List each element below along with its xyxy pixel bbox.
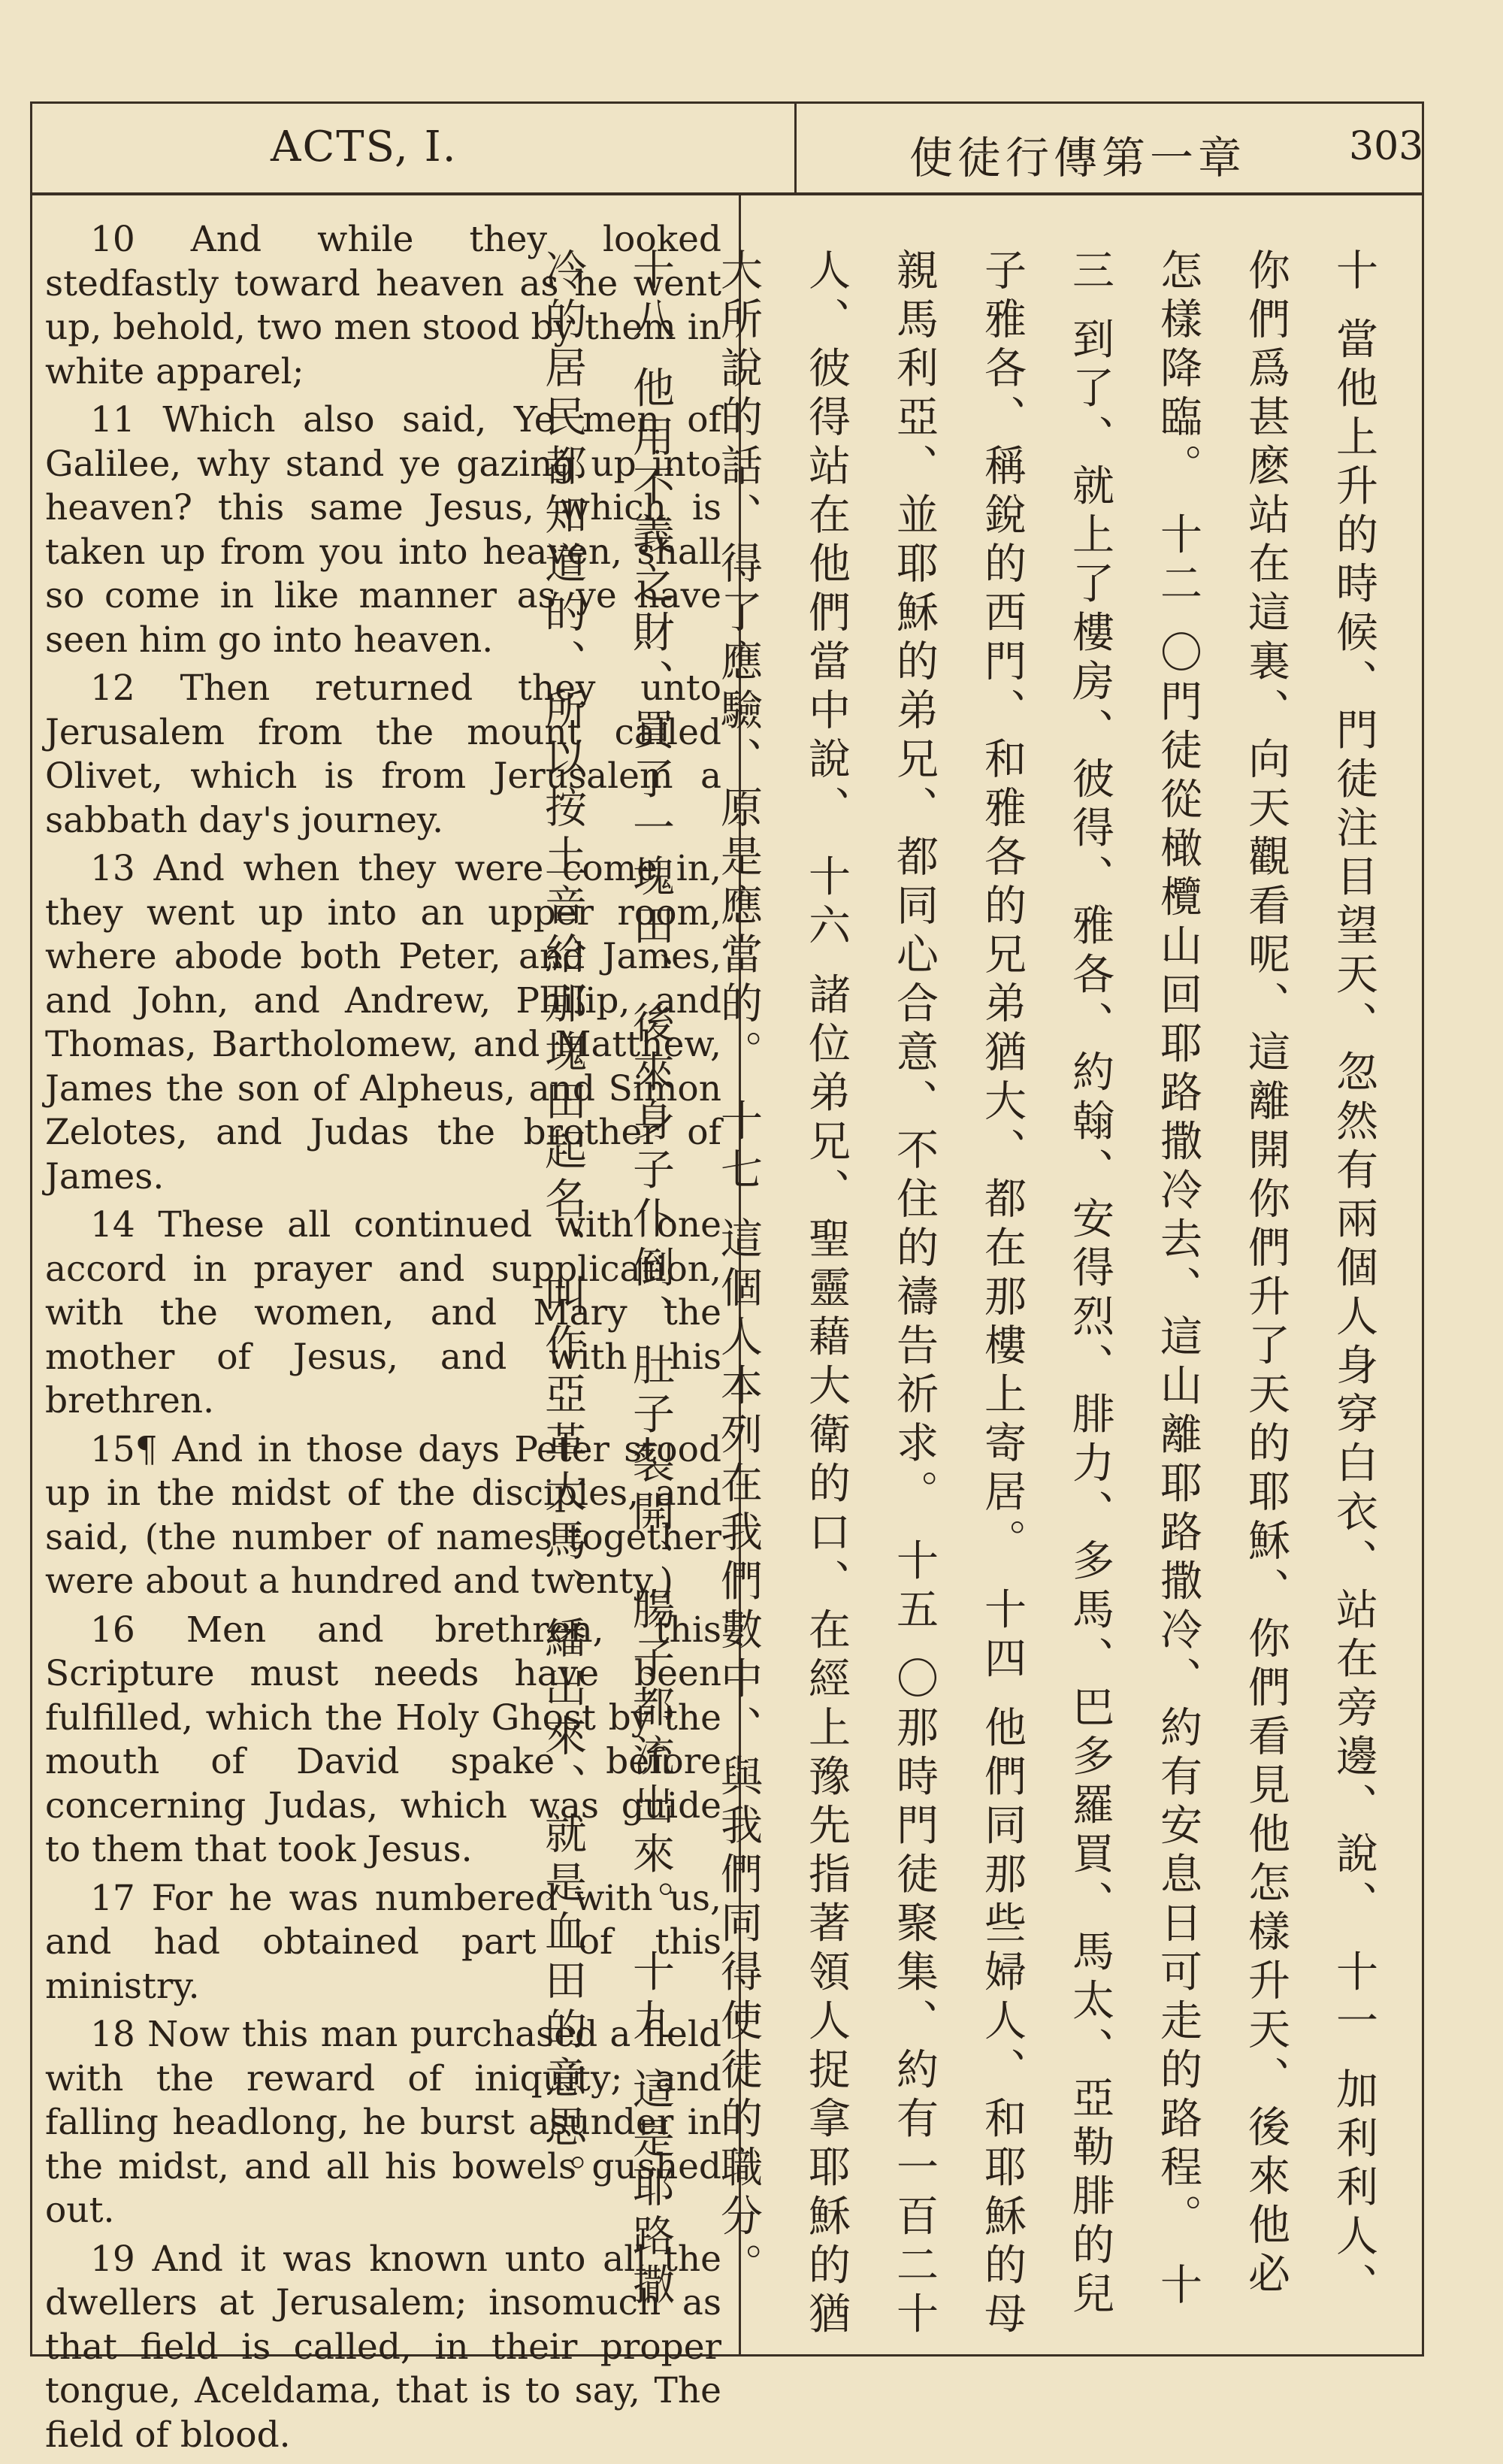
english-verse-13: 13 And when they were come in, they went up into an upper room, where abode both Peter, and James, and John, and Andrew, Philip, and Thomas, Bartholomew, and Matthew, James the son of Alpheus, and Simon Zelotes, and Judas the brother of James.	[45, 848, 721, 1197]
chinese-verse-11: 十一 加利利人、你們爲甚麽站在這裏、向天觀看呢、這離開你們升了天的耶穌、你們看見他怎樣升天、後來他必怎樣降臨。	[1154, 248, 1378, 2312]
chinese-verse-15: 十五 〇那時門徒聚集、約有一百二十人、彼得站在他們當中說、	[802, 248, 939, 2341]
chinese-column	[538, 248, 1398, 2345]
english-verse-19: 19 And it was known unto all the dwellers at Jerusalem; insomuch as that field is called, in their proper tongue, Aceldama, that is to say, The field of blood.	[45, 2238, 721, 2456]
chinese-running-title: 使徒行傳第一章	[909, 132, 1247, 183]
chinese-verse-17: 十七 這個人本列在我們數中、與我們同得使徒的職分。	[714, 1098, 763, 2292]
english-verse-14: 14 These all continued with one accord in prayer and supplication, with the women, and Mary the mother of Jesus, and with his brethren.	[45, 1204, 721, 1421]
chinese-verse-19: 十九 這是耶路撒冷的居民都知道的、所以按土音給那塊田起名、叫作亞革大馬、繙出來、就是血田的意思。	[538, 248, 675, 2312]
english-running-title: ACTS, I.	[271, 123, 458, 171]
chinese-verse-18: 十八 他用不義之財、買了一塊田、後來身子仆倒、肚子裂開、腸子都流出來。	[626, 248, 675, 1930]
chinese-verse-14: 十四 他們同那些婦人、和耶穌的母親馬利亞、並耶穌的弟兄、都同心合意、不住的禱告祈求。	[890, 248, 1027, 2341]
english-verse-16: 16 Men and brethren, this Scripture must needs have been fulfilled, which the Holy Ghost by the mouth of David spake before concerning Judas, which was guide to them that took Jesus.	[45, 1609, 721, 1870]
page-number: 303	[1349, 124, 1424, 169]
chinese-verse-10: 十 當他上升的時候、門徒注目望天、忽然有兩個人身穿白衣、站在旁邊、說、	[1329, 248, 1378, 1930]
chinese-verse-13: 十三 到了、就上了樓房、彼得、雅各、約翰、安得烈、腓力、多馬、巴多羅買、馬太、亞勒腓的兒子雅各、稱銳的西門、和雅各的兄弟猶大、都在那樓上寄居。	[978, 248, 1202, 2320]
chinese-verse-12: 十二 〇門徒從橄欖山回耶路撒冷去、這山離耶路撒冷、約有安息日可走的路程。	[1154, 512, 1202, 2243]
english-verse-18: 18 Now this man purchased a field with the reward of iniquity; and falling headlong, he burst asunder in the midst, and all his bowels gushed out.	[45, 2014, 721, 2231]
chinese-verse-16: 十六 諸位弟兄、聖靈藉大衛的口、在經上豫先指著領人捉拿耶穌的猶大所說的話、得了應驗、原是應當的。	[714, 248, 851, 2341]
english-verse-10: 10 And while they looked stedfastly toward heaven as he went up, behold, two men stood by them in white apparel;	[45, 219, 721, 392]
header-divider	[794, 101, 797, 192]
english-verse-12: 12 Then returned they unto Jerusalem from the mount called Olivet, which is from Jerusalem a sabbath day's journey.	[45, 667, 721, 841]
english-verse-15: 15¶ And in those days Peter stood up in the midst of the disciples, and said, (the number of names together were about a hundred and twenty,)	[45, 1428, 721, 1602]
english-verse-11: 11 Which also said, Ye men of Galilee, why stand ye gazing up into heaven? this same Jesus, which is taken up from you into heaven, shall so come in like manner as ye have seen him go into heaven.	[45, 399, 721, 661]
english-verse-17: 17 For he was numbered with us, and had obtained part of this ministry.	[45, 1877, 721, 2007]
page-header	[30, 101, 1424, 195]
